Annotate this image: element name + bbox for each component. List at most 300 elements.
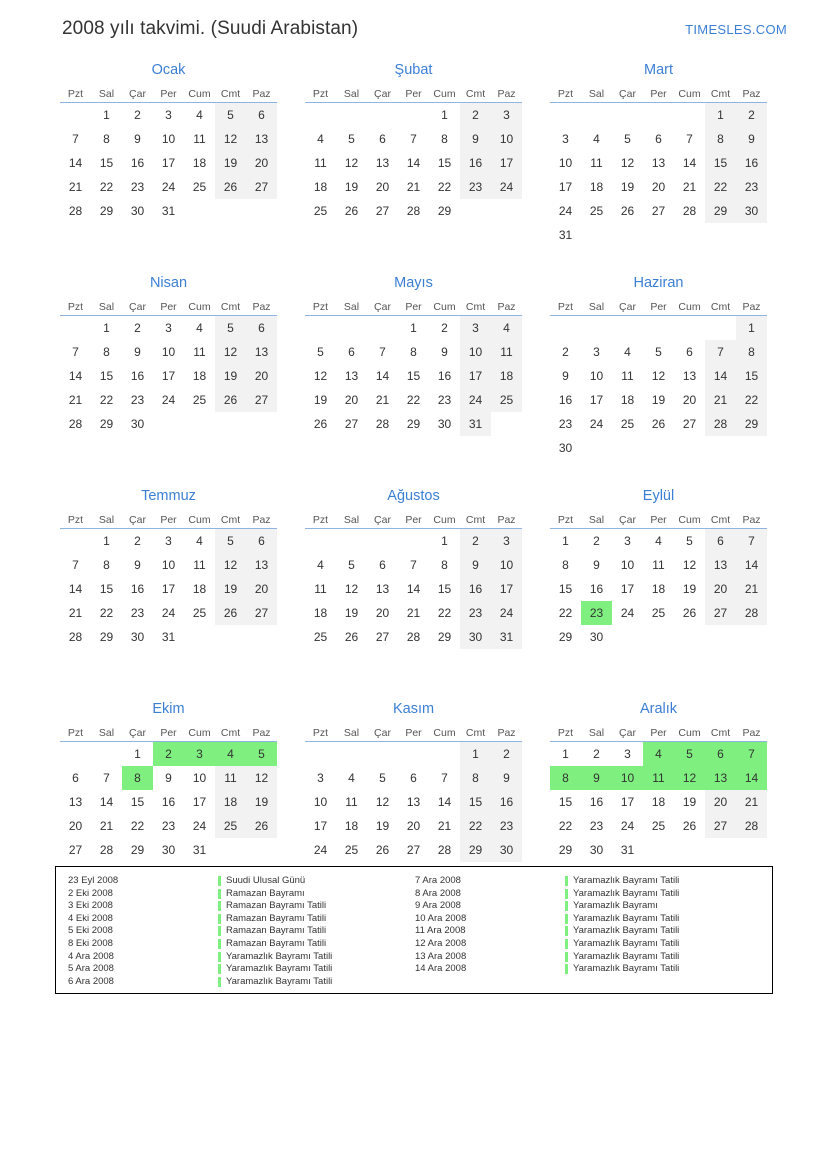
day-cell[interactable]: 4	[196, 534, 203, 548]
day-cell-holiday[interactable]: 5	[674, 742, 705, 767]
day-cell[interactable]: 21	[736, 790, 767, 814]
day-cell[interactable]: 12	[215, 127, 246, 151]
day-cell[interactable]: 30	[130, 417, 145, 431]
day-cell[interactable]: 24	[161, 393, 176, 407]
day-cell[interactable]: 7	[410, 558, 417, 572]
day-cell[interactable]: 2	[593, 534, 600, 548]
day-cell[interactable]: 1	[441, 534, 448, 548]
day-cell[interactable]: 23	[130, 180, 145, 194]
day-cell[interactable]: 4	[196, 321, 203, 335]
day-cell[interactable]: 15	[437, 582, 452, 596]
day-cell[interactable]: 19	[651, 393, 666, 407]
day-cell[interactable]: 23	[460, 175, 491, 199]
day-cell[interactable]: 5	[348, 132, 355, 146]
day-cell[interactable]: 4	[317, 132, 324, 146]
day-cell[interactable]: 11	[621, 369, 634, 383]
day-cell-holiday[interactable]: 11	[643, 766, 674, 790]
day-cell[interactable]: 9	[134, 345, 141, 359]
day-cell[interactable]: 27	[705, 601, 736, 625]
day-cell[interactable]: 6	[348, 345, 355, 359]
day-cell[interactable]: 19	[682, 795, 697, 809]
day-cell[interactable]: 19	[246, 790, 277, 814]
day-cell[interactable]: 14	[705, 364, 736, 388]
day-cell[interactable]: 21	[705, 388, 736, 412]
day-cell[interactable]: 21	[736, 577, 767, 601]
day-cell[interactable]: 17	[161, 369, 176, 383]
day-cell[interactable]: 10	[589, 369, 604, 383]
day-cell[interactable]: 6	[410, 771, 417, 785]
day-cell[interactable]: 1	[103, 108, 110, 122]
day-cell[interactable]: 14	[736, 553, 767, 577]
day-cell[interactable]: 18	[215, 790, 246, 814]
day-cell[interactable]: 30	[460, 625, 491, 649]
day-cell[interactable]: 19	[215, 151, 246, 175]
day-cell[interactable]: 29	[99, 204, 114, 218]
day-cell[interactable]: 11	[314, 156, 327, 170]
day-cell[interactable]: 5	[215, 316, 246, 341]
day-cell[interactable]: 3	[165, 108, 172, 122]
day-cell[interactable]: 18	[491, 364, 522, 388]
day-cell[interactable]: 17	[161, 582, 176, 596]
day-cell[interactable]: 16	[161, 795, 176, 809]
day-cell[interactable]: 18	[589, 180, 604, 194]
day-cell[interactable]: 9	[593, 558, 600, 572]
day-cell[interactable]: 27	[246, 175, 277, 199]
day-cell[interactable]: 20	[246, 577, 277, 601]
day-cell[interactable]: 15	[705, 151, 736, 175]
day-cell[interactable]: 19	[620, 180, 635, 194]
day-cell[interactable]: 26	[313, 417, 328, 431]
day-cell[interactable]: 3	[165, 534, 172, 548]
day-cell[interactable]: 13	[344, 369, 359, 383]
day-cell[interactable]: 8	[103, 558, 110, 572]
day-cell[interactable]: 13	[375, 156, 390, 170]
day-cell[interactable]: 6	[72, 771, 79, 785]
day-cell[interactable]: 2	[562, 345, 569, 359]
day-cell[interactable]: 23	[736, 175, 767, 199]
day-cell[interactable]: 16	[589, 582, 604, 596]
day-cell[interactable]: 20	[705, 577, 736, 601]
day-cell[interactable]: 30	[589, 630, 604, 644]
day-cell[interactable]: 26	[620, 204, 635, 218]
day-cell[interactable]: 18	[620, 393, 635, 407]
day-cell-holiday[interactable]: 12	[674, 766, 705, 790]
day-cell[interactable]: 18	[651, 795, 666, 809]
day-cell[interactable]: 9	[441, 345, 448, 359]
day-cell[interactable]: 10	[460, 340, 491, 364]
day-cell[interactable]: 16	[437, 369, 452, 383]
day-cell[interactable]: 9	[491, 766, 522, 790]
day-cell[interactable]: 4	[196, 108, 203, 122]
day-cell[interactable]: 25	[651, 819, 666, 833]
day-cell[interactable]: 25	[192, 393, 207, 407]
day-cell[interactable]: 7	[410, 132, 417, 146]
day-cell[interactable]: 28	[68, 417, 83, 431]
day-cell[interactable]: 4	[491, 316, 522, 341]
day-cell[interactable]: 28	[705, 412, 736, 436]
day-cell[interactable]: 26	[682, 819, 697, 833]
day-cell[interactable]: 9	[736, 127, 767, 151]
day-cell[interactable]: 1	[103, 321, 110, 335]
day-cell[interactable]: 26	[215, 175, 246, 199]
day-cell[interactable]: 18	[192, 156, 207, 170]
day-cell[interactable]: 9	[134, 132, 141, 146]
day-cell[interactable]: 31	[460, 412, 491, 436]
day-cell[interactable]: 16	[589, 795, 604, 809]
day-cell[interactable]: 23	[130, 393, 145, 407]
day-cell[interactable]: 5	[348, 558, 355, 572]
day-cell[interactable]: 14	[375, 369, 390, 383]
day-cell[interactable]: 13	[68, 795, 83, 809]
day-cell[interactable]: 23	[130, 606, 145, 620]
day-cell[interactable]: 12	[344, 582, 359, 596]
day-cell[interactable]: 3	[491, 529, 522, 554]
day-cell[interactable]: 31	[192, 843, 207, 857]
day-cell[interactable]: 2	[134, 321, 141, 335]
day-cell[interactable]: 19	[313, 393, 328, 407]
day-cell[interactable]: 19	[344, 180, 359, 194]
day-cell[interactable]: 12	[215, 553, 246, 577]
day-cell[interactable]: 31	[161, 204, 176, 218]
day-cell[interactable]: 11	[215, 766, 246, 790]
day-cell[interactable]: 13	[246, 127, 277, 151]
day-cell[interactable]: 30	[130, 630, 145, 644]
day-cell[interactable]: 29	[558, 630, 573, 644]
day-cell[interactable]: 1	[460, 742, 491, 767]
day-cell[interactable]: 26	[246, 814, 277, 838]
day-cell-holiday[interactable]: 4	[643, 742, 674, 767]
day-cell[interactable]: 17	[491, 151, 522, 175]
day-cell[interactable]: 22	[437, 606, 452, 620]
day-cell-holiday[interactable]: 10	[612, 766, 643, 790]
day-cell[interactable]: 12	[651, 369, 666, 383]
day-cell[interactable]: 15	[558, 795, 573, 809]
day-cell[interactable]: 22	[437, 180, 452, 194]
day-cell[interactable]: 13	[705, 553, 736, 577]
day-cell[interactable]: 16	[558, 393, 573, 407]
day-cell[interactable]: 3	[491, 103, 522, 128]
day-cell[interactable]: 29	[705, 199, 736, 223]
day-cell[interactable]: 8	[736, 340, 767, 364]
day-cell[interactable]: 11	[193, 345, 206, 359]
day-cell[interactable]: 22	[406, 393, 421, 407]
day-cell[interactable]: 14	[68, 582, 83, 596]
day-cell[interactable]: 12	[313, 369, 328, 383]
day-cell[interactable]: 19	[375, 819, 390, 833]
day-cell[interactable]: 24	[491, 601, 522, 625]
day-cell[interactable]: 30	[130, 204, 145, 218]
day-cell[interactable]: 3	[562, 132, 569, 146]
day-cell[interactable]: 14	[682, 156, 697, 170]
day-cell[interactable]: 20	[68, 819, 83, 833]
day-cell[interactable]: 16	[460, 151, 491, 175]
day-cell[interactable]: 17	[313, 819, 328, 833]
day-cell-holiday[interactable]: 3	[184, 742, 215, 767]
day-cell[interactable]: 31	[558, 228, 573, 242]
day-cell[interactable]: 20	[705, 790, 736, 814]
day-cell[interactable]: 20	[344, 393, 359, 407]
day-cell[interactable]: 21	[375, 393, 390, 407]
day-cell[interactable]: 1	[134, 747, 141, 761]
day-cell[interactable]: 24	[491, 175, 522, 199]
day-cell[interactable]: 28	[68, 204, 83, 218]
day-cell[interactable]: 1	[562, 534, 569, 548]
day-cell[interactable]: 20	[406, 819, 421, 833]
day-cell[interactable]: 4	[317, 558, 324, 572]
day-cell[interactable]: 22	[736, 388, 767, 412]
day-cell[interactable]: 18	[651, 582, 666, 596]
day-cell[interactable]: 30	[161, 843, 176, 857]
day-cell[interactable]: 18	[192, 582, 207, 596]
day-cell[interactable]: 30	[589, 843, 604, 857]
day-cell[interactable]: 11	[590, 156, 603, 170]
day-cell-holiday[interactable]: 7	[736, 742, 767, 767]
day-cell[interactable]: 25	[313, 204, 328, 218]
day-cell[interactable]: 17	[491, 577, 522, 601]
day-cell[interactable]: 18	[192, 369, 207, 383]
day-cell[interactable]: 17	[161, 156, 176, 170]
day-cell[interactable]: 25	[620, 417, 635, 431]
day-cell[interactable]: 7	[103, 771, 110, 785]
day-cell[interactable]: 16	[130, 156, 145, 170]
day-cell[interactable]: 29	[99, 417, 114, 431]
day-cell[interactable]: 28	[736, 814, 767, 838]
day-cell-holiday[interactable]: 9	[581, 766, 612, 790]
day-cell[interactable]: 13	[246, 553, 277, 577]
day-cell[interactable]: 26	[375, 843, 390, 857]
day-cell[interactable]: 29	[437, 204, 452, 218]
day-cell[interactable]: 5	[317, 345, 324, 359]
day-cell[interactable]: 29	[99, 630, 114, 644]
day-cell[interactable]: 1	[562, 747, 569, 761]
day-cell[interactable]: 22	[705, 175, 736, 199]
day-cell[interactable]: 1	[103, 534, 110, 548]
day-cell[interactable]: 29	[736, 412, 767, 436]
day-cell[interactable]: 1	[736, 316, 767, 341]
day-cell[interactable]: 5	[215, 529, 246, 554]
day-cell[interactable]: 23	[460, 601, 491, 625]
day-cell[interactable]: 19	[215, 577, 246, 601]
day-cell[interactable]: 23	[491, 814, 522, 838]
day-cell[interactable]: 26	[682, 606, 697, 620]
day-cell[interactable]: 24	[161, 606, 176, 620]
day-cell[interactable]: 9	[562, 369, 569, 383]
day-cell[interactable]: 14	[406, 582, 421, 596]
day-cell[interactable]: 8	[441, 132, 448, 146]
day-cell[interactable]: 20	[375, 606, 390, 620]
day-cell[interactable]: 18	[313, 180, 328, 194]
day-cell[interactable]: 28	[406, 630, 421, 644]
day-cell[interactable]: 27	[682, 417, 697, 431]
day-cell[interactable]: 6	[246, 316, 277, 341]
day-cell-holiday[interactable]: 2	[153, 742, 184, 767]
day-cell[interactable]: 6	[655, 132, 662, 146]
day-cell[interactable]: 16	[130, 369, 145, 383]
day-cell[interactable]: 18	[344, 819, 359, 833]
day-cell[interactable]: 1	[705, 103, 736, 128]
day-cell[interactable]: 14	[437, 795, 452, 809]
day-cell[interactable]: 2	[134, 108, 141, 122]
day-cell[interactable]: 4	[593, 132, 600, 146]
day-cell[interactable]: 10	[620, 558, 635, 572]
day-cell[interactable]: 23	[437, 393, 452, 407]
day-cell[interactable]: 24	[620, 819, 635, 833]
day-cell[interactable]: 16	[130, 582, 145, 596]
day-cell[interactable]: 30	[437, 417, 452, 431]
day-cell[interactable]: 14	[99, 795, 114, 809]
day-cell[interactable]: 8	[562, 558, 569, 572]
day-cell[interactable]: 9	[134, 558, 141, 572]
site-brand[interactable]: TIMESLES.COM	[685, 22, 787, 37]
day-cell[interactable]: 27	[68, 843, 83, 857]
day-cell[interactable]: 4	[624, 345, 631, 359]
day-cell[interactable]: 5	[215, 103, 246, 128]
day-cell[interactable]: 28	[375, 417, 390, 431]
day-cell[interactable]: 23	[161, 819, 176, 833]
day-cell[interactable]: 12	[246, 766, 277, 790]
day-cell[interactable]: 27	[375, 204, 390, 218]
day-cell[interactable]: 3	[593, 345, 600, 359]
day-cell[interactable]: 27	[651, 204, 666, 218]
day-cell[interactable]: 3	[624, 534, 631, 548]
day-cell[interactable]: 21	[68, 606, 83, 620]
day-cell[interactable]: 5	[686, 534, 693, 548]
day-cell[interactable]: 20	[375, 180, 390, 194]
day-cell[interactable]: 27	[246, 388, 277, 412]
day-cell[interactable]: 13	[682, 369, 697, 383]
day-cell[interactable]: 19	[682, 582, 697, 596]
day-cell[interactable]: 22	[460, 814, 491, 838]
day-cell[interactable]: 8	[103, 345, 110, 359]
day-cell[interactable]: 24	[558, 204, 573, 218]
day-cell[interactable]: 10	[313, 795, 328, 809]
day-cell[interactable]: 12	[344, 156, 359, 170]
day-cell[interactable]: 15	[406, 369, 421, 383]
day-cell[interactable]: 31	[161, 630, 176, 644]
day-cell[interactable]: 30	[491, 838, 522, 862]
day-cell[interactable]: 15	[736, 364, 767, 388]
day-cell[interactable]: 24	[460, 388, 491, 412]
day-cell[interactable]: 12	[215, 340, 246, 364]
day-cell[interactable]: 22	[558, 819, 573, 833]
day-cell[interactable]: 15	[130, 795, 145, 809]
day-cell[interactable]: 18	[313, 606, 328, 620]
day-cell[interactable]: 27	[344, 417, 359, 431]
day-cell[interactable]: 2	[441, 321, 448, 335]
day-cell[interactable]: 14	[68, 369, 83, 383]
day-cell[interactable]: 30	[736, 199, 767, 223]
day-cell[interactable]: 31	[620, 843, 635, 857]
day-cell[interactable]: 7	[72, 345, 79, 359]
day-cell[interactable]: 8	[410, 345, 417, 359]
day-cell[interactable]: 7	[441, 771, 448, 785]
day-cell[interactable]: 6	[379, 558, 386, 572]
day-cell[interactable]: 25	[192, 180, 207, 194]
day-cell[interactable]: 7	[686, 132, 693, 146]
day-cell[interactable]: 15	[460, 790, 491, 814]
day-cell-holiday[interactable]: 5	[246, 742, 277, 767]
day-cell[interactable]: 3	[165, 321, 172, 335]
day-cell[interactable]: 2	[593, 747, 600, 761]
day-cell-holiday[interactable]: 8	[122, 766, 153, 790]
day-cell[interactable]: 30	[558, 441, 573, 455]
day-cell[interactable]: 24	[161, 180, 176, 194]
day-cell[interactable]: 5	[655, 345, 662, 359]
day-cell[interactable]: 10	[491, 553, 522, 577]
day-cell[interactable]: 7	[705, 340, 736, 364]
day-cell[interactable]: 24	[620, 606, 635, 620]
day-cell[interactable]: 17	[620, 795, 635, 809]
day-cell[interactable]: 11	[345, 795, 358, 809]
day-cell[interactable]: 27	[375, 630, 390, 644]
day-cell[interactable]: 28	[99, 843, 114, 857]
day-cell[interactable]: 7	[736, 529, 767, 554]
day-cell[interactable]: 17	[589, 393, 604, 407]
day-cell[interactable]: 7	[379, 345, 386, 359]
day-cell[interactable]: 8	[441, 558, 448, 572]
day-cell[interactable]: 23	[558, 417, 573, 431]
day-cell[interactable]: 22	[130, 819, 145, 833]
day-cell[interactable]: 17	[192, 795, 207, 809]
day-cell[interactable]: 9	[460, 553, 491, 577]
day-cell[interactable]: 29	[437, 630, 452, 644]
day-cell[interactable]: 31	[491, 625, 522, 649]
day-cell[interactable]: 15	[99, 156, 114, 170]
day-cell-holiday[interactable]: 23	[581, 601, 612, 625]
day-cell[interactable]: 12	[375, 795, 390, 809]
day-cell[interactable]: 27	[406, 843, 421, 857]
day-cell[interactable]: 3	[317, 771, 324, 785]
day-cell[interactable]: 21	[68, 393, 83, 407]
day-cell[interactable]: 6	[246, 529, 277, 554]
day-cell[interactable]: 24	[313, 843, 328, 857]
day-cell[interactable]: 6	[379, 132, 386, 146]
day-cell[interactable]: 26	[344, 204, 359, 218]
day-cell[interactable]: 27	[705, 814, 736, 838]
day-cell[interactable]: 17	[460, 364, 491, 388]
day-cell[interactable]: 24	[589, 417, 604, 431]
day-cell[interactable]: 27	[246, 601, 277, 625]
day-cell[interactable]: 20	[682, 393, 697, 407]
day-cell[interactable]: 3	[460, 316, 491, 341]
day-cell[interactable]: 28	[682, 204, 697, 218]
day-cell[interactable]: 16	[460, 577, 491, 601]
day-cell[interactable]: 11	[193, 558, 206, 572]
day-cell[interactable]: 28	[68, 630, 83, 644]
day-cell[interactable]: 5	[624, 132, 631, 146]
day-cell[interactable]: 12	[620, 156, 635, 170]
day-cell[interactable]: 23	[589, 819, 604, 833]
day-cell[interactable]: 1	[441, 108, 448, 122]
day-cell[interactable]: 25	[344, 843, 359, 857]
day-cell[interactable]: 28	[736, 601, 767, 625]
day-cell[interactable]: 1	[410, 321, 417, 335]
day-cell[interactable]: 19	[344, 606, 359, 620]
day-cell[interactable]: 3	[624, 747, 631, 761]
day-cell[interactable]: 20	[651, 180, 666, 194]
day-cell[interactable]: 11	[193, 132, 206, 146]
day-cell[interactable]: 20	[246, 151, 277, 175]
day-cell[interactable]: 17	[620, 582, 635, 596]
day-cell[interactable]: 19	[215, 364, 246, 388]
day-cell[interactable]: 10	[192, 771, 207, 785]
day-cell-holiday[interactable]: 14	[736, 766, 767, 790]
day-cell[interactable]: 14	[68, 156, 83, 170]
day-cell[interactable]: 15	[437, 156, 452, 170]
day-cell-holiday[interactable]: 13	[705, 766, 736, 790]
day-cell[interactable]: 15	[99, 369, 114, 383]
day-cell[interactable]: 6	[705, 529, 736, 554]
